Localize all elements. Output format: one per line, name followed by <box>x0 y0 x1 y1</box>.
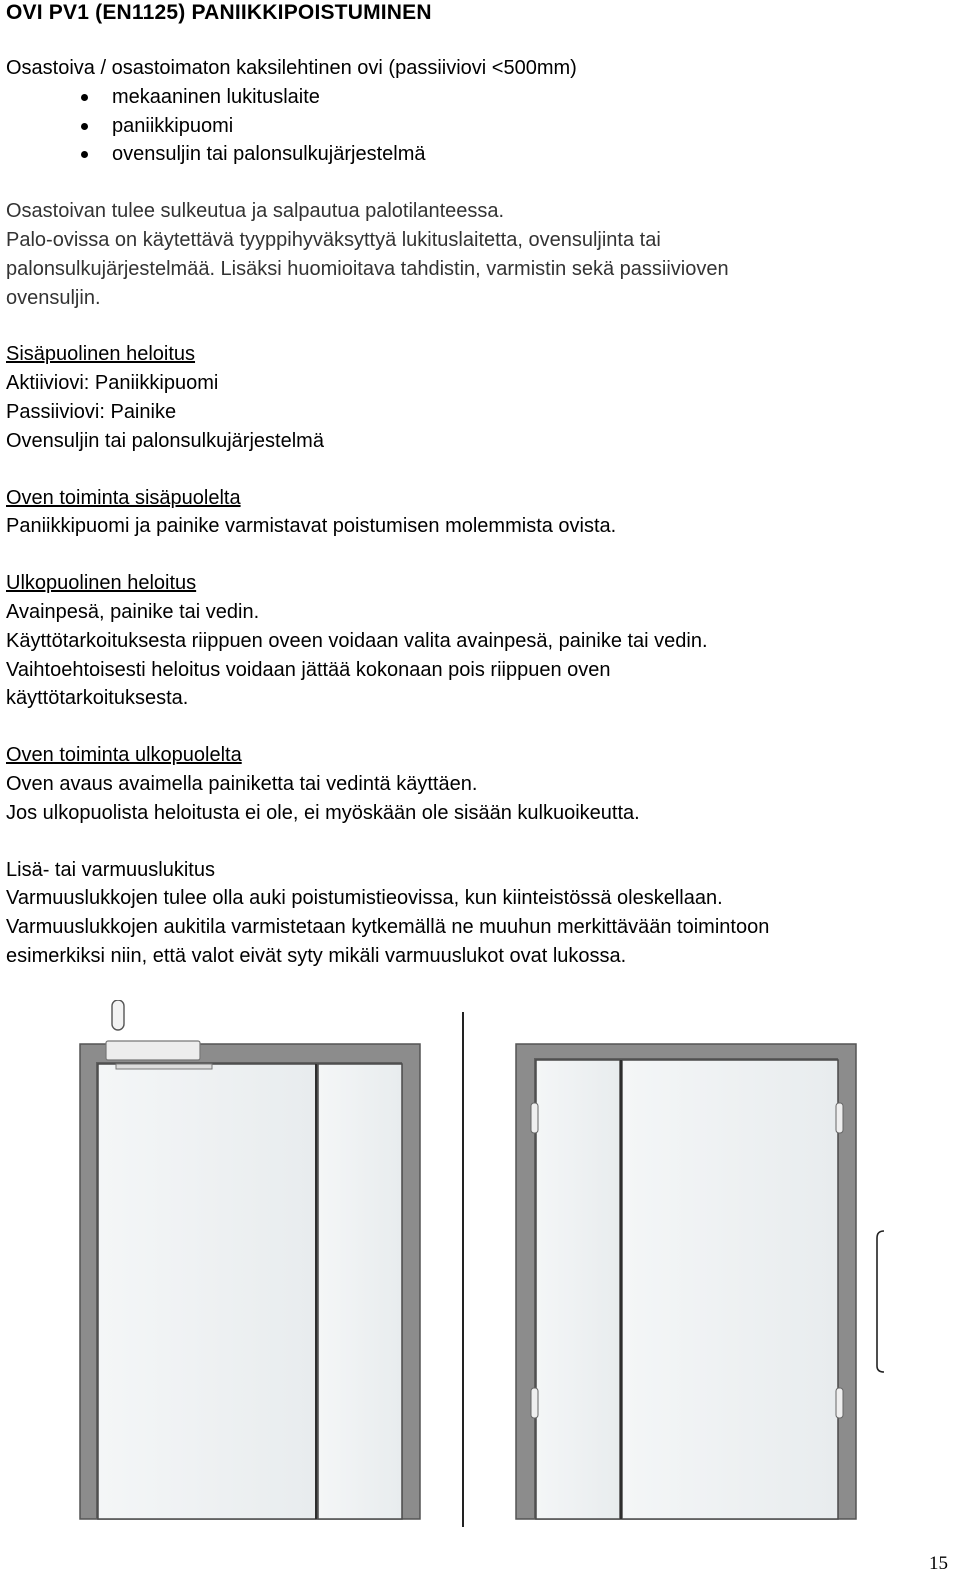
paragraph-line: palonsulkujärjestelmää. Lisäksi huomioitava tahdistin, varmistin sekä passiivioven <box>6 257 729 280</box>
inside-view-door <box>80 1000 420 1530</box>
paragraph-line: Avainpesä, painike tai vedin. <box>6 600 260 623</box>
section-heading-extra-locking: Lisä- tai varmuuslukitus <box>6 858 215 881</box>
paragraph-line: käyttötarkoituksesta. <box>6 687 189 710</box>
paragraph-line: Passiiviovi: Painike <box>6 400 177 423</box>
door-illustration <box>0 1000 960 1530</box>
paragraph-line: Varmuuslukkojen tulee olla auki poistumistieovissa, kun kiinteistössä oleskellaan. <box>6 887 723 910</box>
page-title: OVI PV1 (EN1125) PANIIKKIPOISTUMINEN <box>6 1 432 24</box>
page-number: 15 <box>929 1553 948 1574</box>
list-item: mekaaninen lukituslaite <box>6 83 951 112</box>
active-door-leaf <box>622 1060 838 1519</box>
section-heading-inner-operation: Oven toiminta sisäpuolelta <box>6 486 241 509</box>
requirements-list <box>6 83 951 169</box>
paragraph-line: Käyttötarkoituksesta riippuen oveen voidaan valita avainpesä, painike tai vedin. <box>6 629 708 652</box>
door-type-line: Osastoiva / osastoimaton kaksilehtinen ovi (passiiviovi <500mm) <box>6 57 577 79</box>
paragraph-line: Osastoivan tulee sulkeutua ja salpautua palotilanteessa. <box>6 200 505 223</box>
active-door-leaf <box>98 1064 316 1519</box>
section-heading-outer-operation: Oven toiminta ulkopuolelta <box>6 744 242 767</box>
paragraph-line: ovensuljin. <box>6 286 101 309</box>
section-heading-inner-hardware: Sisäpuolinen heloitus <box>6 343 196 366</box>
paragraph-line: Jos ulkopuolista heloitusta ei ole, ei myöskään ole sisään kulkuoikeutta. <box>6 801 640 824</box>
passive-door-leaf <box>318 1064 402 1519</box>
paragraph-line: Oven avaus avaimella painiketta tai vedintä käyttäen. <box>6 772 478 795</box>
outside-view-door <box>463 1012 856 1527</box>
list-item: ovensuljin tai palonsulkujärjestelmä <box>6 140 951 169</box>
passive-door-leaf <box>536 1060 620 1519</box>
paragraph-line: Varmuuslukkojen aukitila varmistetaan kytkemällä ne muuhun merkittävään toimintoon <box>6 916 770 939</box>
paragraph-line: Palo-ovissa on käytettävä tyyppihyväksyttyä lukituslaitetta, ovensuljinta tai <box>6 228 661 251</box>
options-bracket <box>877 1231 884 1372</box>
list-item: paniikkipuomi <box>6 112 951 141</box>
paragraph-line: esimerkiksi niin, että valot eivät syty mikäli varmuuslukot ovat lukossa. <box>6 944 627 967</box>
paragraph-line: Aktiiviovi: Paniikkipuomi <box>6 372 219 395</box>
document-body <box>6 54 951 971</box>
paragraph-line: Ovensuljin tai palonsulkujärjestelmä <box>6 429 324 452</box>
paragraph-line: Paniikkipuomi ja painike varmistavat poistumisen molemmista ovista. <box>6 515 617 538</box>
section-heading-outer-hardware: Ulkopuolinen heloitus <box>6 572 197 595</box>
paragraph-line: Vaihtoehtoisesti heloitus voidaan jättää kokonaan pois riippuen oven <box>6 658 611 681</box>
door-closer-icon <box>106 1041 212 1069</box>
